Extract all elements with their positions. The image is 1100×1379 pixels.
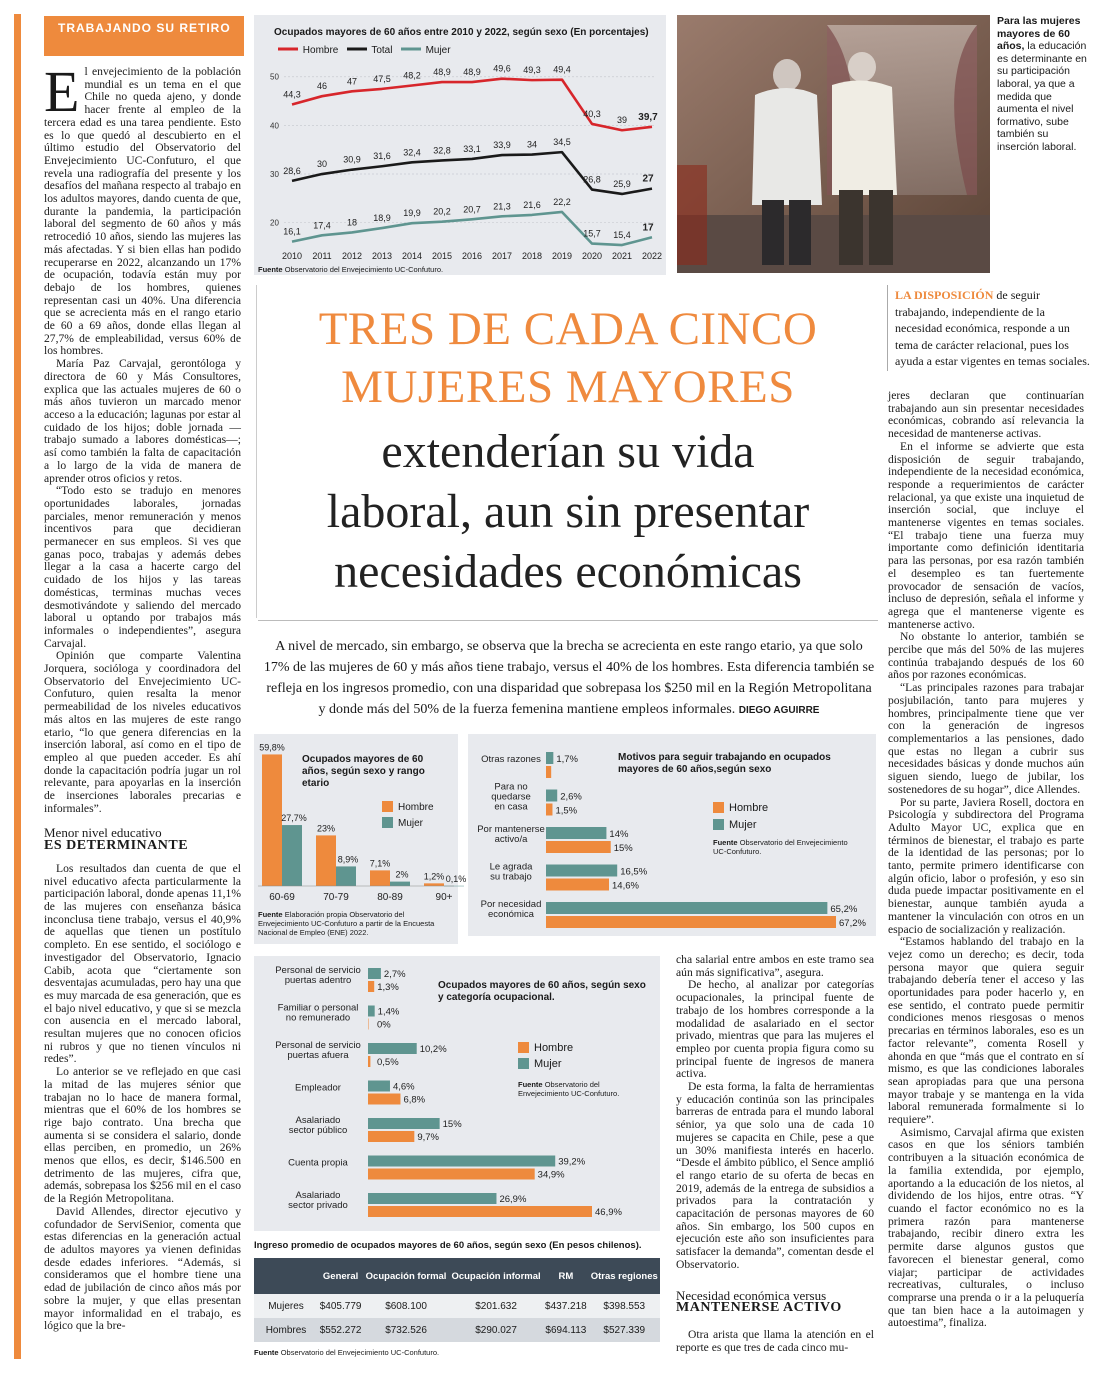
table-cell: Mujeres [254, 1294, 318, 1318]
paragraph: Otra arista que llama la atención en el reporte es que tres de cada cinco mu- [676, 1327, 874, 1354]
category-label: Empleador [295, 1082, 341, 1094]
paragraph: Por su parte, Javiera Rosell, doctora en Psicología y subdirectora del Programa Adulto Mayor UC, explica que en términos de bienestar, el trabajo es parte de la identidad de las personas; por lo tanto, permite primero identificarse con algún oficio, labor o profesión, y eso sin duda puede impactar positivamente en el bienestar, aunque también ayuda a mantener la vinculación con otros en un espacio de socialización y realización. [888, 795, 1084, 936]
x-tick-label: 2021 [611, 251, 633, 261]
data-label: 33,9 [493, 140, 511, 151]
bar-hombre [546, 766, 551, 778]
chart-title: Ocupados mayores de 60 años, según sexo y categoría ocupacional. [438, 980, 646, 1003]
income-table [254, 1258, 660, 1342]
table-header: Ocupación informal [449, 1258, 543, 1294]
table-cell: $398.553 [589, 1294, 661, 1318]
bar-mujer [336, 866, 356, 886]
paragraph: María Paz Carvajal, gerontóloga y directora de 60 y Más Consultores, explica que las actuales mujeres de 60 o más años tuvieron un marcado menor acceso a la educación; lagunas por estar al cuidado de los hijos; doble jornada —trabajo sumado a labores domésticas—; así como también la falta de capacitación a lo largo de la vida de manera de aprender otros oficios y retos. [44, 357, 241, 485]
bar-hombre [368, 1094, 400, 1105]
x-tick-label: 2014 [401, 251, 423, 261]
bar-hombre [368, 1056, 370, 1067]
table-cell: $405.779 [318, 1294, 363, 1318]
lead-paragraph: A nivel de mercado, sin embargo, se observa que la brecha se acrecienta en este rango etario, ya que solo 17% de las mujeres de 60 y más años tiene trabajo, versus el 40% de los hombres. Esta diferencia también se refleja en los ingresos promedio, con una disparidad que sobrepasa los $250 mil en la Región Metropolitana y donde más del 50% de la fuerza femenina mantiene empleos informales. DIEGO AGUIRRE [263, 639, 875, 717]
category-label: Cuenta propia [288, 1157, 348, 1169]
data-label: 48,2 [403, 70, 421, 81]
table-cell: Hombres [254, 1318, 318, 1342]
data-label: 18 [346, 217, 358, 228]
legend-item: Mujer [382, 816, 434, 832]
legend-item: Hombre [713, 800, 768, 817]
bar-mujer [390, 882, 410, 886]
data-label: 28,6 [283, 165, 301, 176]
data-label: 15,7 [583, 228, 601, 239]
data-label: 65,2% [830, 904, 858, 915]
data-label: 1,7% [556, 754, 578, 765]
legend-item: Total [371, 45, 393, 56]
occupation-bar-plot [254, 956, 660, 1231]
paragraph: El envejecimiento de la población mundial es un tema en el que Chile no queda ajeno, y donde hacer frente al empleo de la tercera edad es una tarea pendiente. Esto es lo que quedó al descubierto en el último estudio del Observatorio del Envejecimiento UC-Confuturo, el que revela una radiografía del presente y los desafíos del mañana respecto al trabajo en los adultos mayores, dando cuenta de que, durante la pandemia, la participación laboral del segmento de 60 años y más retrocedió 10 años, siendo las mujeres las más afectadas. Y si bien ellas han podido recuperarse en 2022, alcanzando un 17% de ocupación, todavía están muy por debajo de los hombres, quienes representan casi un 40%. Una diferencia que se acrecienta más en el rango etario de 60 a 69 años, donde ellas llegan al 27,7% de empleabilidad, versus 60% de los hombres. [44, 59, 241, 358]
x-tick-label: 70-79 [323, 892, 349, 903]
bar-hombre [424, 883, 444, 886]
paragraph: “Todo esto se tradujo en menores oportunidades laborales, jornadas parciales, menor remuneración y menos incentivos para que decidieran permanecer en sus empleos. Si ves que ganas poco, trabajas y además debes llegar a la casa a hacerte cargo del cuidado de los hijos y las tareas domésticas, terminas muchas veces desmotivándote y saliendo del mercado laboral u optando por trabajos más informales o independientes”, asegura Carvajal. [44, 484, 241, 650]
chart-title: Motivos para seguir trabajando en ocupados mayores de 60 años,según sexo [618, 752, 831, 775]
data-label: 32,8 [433, 145, 451, 156]
category-label: Otras razones [481, 754, 541, 765]
data-label: 32,4 [403, 147, 421, 158]
bar-hombre [316, 835, 336, 886]
table-header: General [318, 1258, 363, 1294]
data-label: 34 [526, 139, 538, 150]
table-cell: $527.339 [589, 1318, 661, 1342]
table-title: Ingreso promedio de ocupados mayores de 60 años, según sexo (En pesos chilenos). [254, 1240, 642, 1251]
bar-mujer [368, 1156, 555, 1167]
x-tick-label: 90+ [435, 892, 453, 903]
bar-hombre [368, 1169, 535, 1180]
category-label: Por mantenerse [477, 824, 545, 835]
photo-caption: Para las mujeres mayores de 60 años, la educación es determinante en su participación laboral, ya que a medida que aumenta el nivel formativo, sube también su inserción laboral. [997, 15, 1087, 153]
headline [258, 300, 878, 602]
bar-mujer [368, 1043, 417, 1054]
category-label: puertas afuera [287, 1050, 349, 1061]
body-column-1 [44, 59, 241, 1333]
x-tick-label: 2010 [281, 251, 303, 261]
data-label: 23% [316, 823, 336, 834]
y-tick-label: 30 [270, 170, 279, 180]
data-label: 39 [616, 115, 628, 126]
bar-hombre [546, 916, 836, 928]
pull-quote: LA DISPOSICIÓN de seguir trabajando, independiente de la necesidad económica, responde a un tema de carácter relacional, pues los ayuda a estar vigentes en temas sociales. [895, 288, 1090, 368]
bar-mujer [546, 902, 827, 914]
data-label: 34,5 [553, 137, 571, 148]
chart-source: Fuente Elaboración propia Observatorio del Envejecimiento UC-Confuturo a partir de la Encuesta Nacional de Empleo (ENE) 2022. [258, 910, 435, 937]
section-rule [14, 14, 21, 1359]
data-label: 27,7% [281, 813, 307, 824]
paragraph: En el informe se advierte que esta disposición de seguir trabajando, independiente de la necesidad económica, responde a requerimientos de carácter relacional, ya que existe una inquietud de inserción social, que incluye el mantenerse vigentes en temas sociales. “El trabajo tiene una fuerza muy importante como definición identitaria para las personas, por esa razón también el desempleo es tan fuertemente provocador de sensación de vacíos, incluso de depresión, señala el informe y agrega que el mantenerse vigente es mantenerse activo. [888, 439, 1084, 631]
data-label: 14,6% [612, 880, 639, 892]
data-label: 1,3% [377, 982, 399, 993]
category-label: su trabajo [490, 871, 532, 883]
subheading: Menor nivel educativo ES DETERMINANTE [44, 825, 189, 854]
y-tick-label: 20 [270, 218, 279, 228]
drop-cap: E [44, 59, 80, 124]
category-label: Personal de servicio [275, 1040, 361, 1051]
x-tick-label: 2012 [341, 251, 363, 261]
data-label: 26,9% [499, 1194, 527, 1205]
data-label: 30 [316, 159, 328, 170]
paragraph: No obstante lo anterior, también se percibe que más del 50% de las mujeres continúa trabajando después de los 60 años por razones económicas. [888, 630, 1084, 682]
paragraph: Lo anterior se ve reflejado en que casi la mitad de las mujeres sénior que trabajan no lo hace de manera formal, mientras que el 60% de los hombres se rige bajo contrato. Una brecha que aumenta si se considera el salario, donde ellas perciben, en promedio, un 26% menos que ellos, es decir, $146.500 en detrimento de las mujeres, cifra que, además, sobrepasa los $256 mil en el caso de la Región Metropolitana. [44, 1065, 241, 1206]
data-label: 9,7% [417, 1132, 439, 1143]
body-column-4 [888, 390, 1084, 1330]
data-label: 31,6 [373, 151, 391, 162]
paragraph: David Allendes, director ejecutivo y cofundador de ServiSenior, comenta que estas diferencias en la generación actual de adultos mayores ya vienen definidas desde edades inferiores. “Además, si consideramos que el hombre tiene una edad de jubilación de cinco años más por sobre la mujer, y que ellas presentan mayor informalidad en el trabajo, es lógico que la bre- [44, 1204, 241, 1333]
data-label: 15% [613, 843, 633, 854]
data-label: 27 [642, 173, 654, 185]
table-header [254, 1258, 318, 1294]
category-label: Le agrada [489, 861, 533, 873]
data-label: 30,9 [343, 154, 361, 165]
bar-mujer [546, 827, 606, 839]
data-label: 44,3 [283, 89, 301, 100]
data-label: 16,1 [283, 226, 301, 237]
headline-rule [256, 285, 257, 618]
data-label: 21,3 [493, 201, 511, 212]
data-label: 20,2 [433, 206, 451, 217]
data-label: 14% [609, 829, 629, 840]
bar-mujer [282, 825, 302, 886]
data-label: 1,2% [423, 871, 445, 882]
legend-item: Hombre [302, 45, 339, 56]
bar-mujer [546, 790, 557, 802]
data-label: 46 [316, 81, 328, 92]
headline-line: necesidades económicas [334, 545, 802, 598]
data-label: 2,7% [383, 969, 406, 980]
subheading: Necesidad económica versus MANTENERSE ACTIVO [676, 1287, 842, 1316]
data-label: 40,3 [583, 108, 601, 119]
category-label: en casa [494, 801, 528, 813]
data-label: 8,9% [337, 854, 359, 865]
line-chart-plot [254, 15, 666, 275]
legend-item: Mujer [518, 1056, 573, 1072]
chart-source: Fuente Observatorio del Envejecimiento UC-Confuturo. [713, 838, 848, 856]
bar-mujer [368, 968, 381, 979]
data-label: 48,9 [433, 67, 451, 78]
category-label: Asalariado [295, 1190, 341, 1201]
headline-line: laboral, aun sin presentar [326, 485, 810, 538]
bar-hombre [546, 804, 552, 816]
data-label: 16,5% [620, 866, 648, 878]
x-tick-label: 2016 [461, 251, 483, 261]
line-chart [254, 15, 666, 275]
table-cell: $201.632 [449, 1294, 543, 1318]
bar-hombre [546, 879, 609, 891]
table-header-row [254, 1258, 660, 1294]
chart-title: Ocupados mayores de 60 años, según sexo y rango etario [302, 754, 425, 789]
data-label: 47,5 [373, 73, 391, 84]
x-tick-label: 2017 [491, 251, 513, 261]
table-cell: $694.113 [543, 1318, 588, 1342]
paragraph: cha salarial entre ambos en este tramo sea aún más significativa”, asegura. [676, 953, 874, 979]
data-label: 2,6% [560, 791, 582, 803]
paragraph: “Estamos hablando del trabajo en la vejez como un derecho; es decir, toda persona mayor que quiera seguir trabajando debería tener el acceso y las oportunidades para poder hacerlo y, en ese sentido, el contrato puede permitir condiciones menos riesgosas o menos precarias en términos laborales, eso es un factor relevante”, comenta Rosell y ahonda en que “más que el contrato en sí mismo, es que las condiciones laborales sean apropiadas para que una persona mayor trabaje y se mantenga en la vida laboral remunerada formalmente si lo requiere”. [888, 935, 1084, 1127]
data-label: 47 [346, 76, 358, 87]
chart-source: Fuente Observatorio del Envejecimiento UC-Confuturo. [518, 1080, 620, 1098]
data-label: 7,1% [369, 858, 391, 869]
category-label: Personal de servicio [275, 965, 361, 976]
bar-hombre [368, 981, 374, 992]
data-label: 33,1 [463, 143, 481, 154]
table-source: Fuente Observatorio del Envejecimiento UC-Confuturo. [254, 1348, 440, 1357]
data-label: 10,2% [419, 1044, 447, 1055]
headline-line: MUJERES MAYORES [341, 361, 795, 413]
data-label: 2% [395, 869, 409, 880]
data-label: 49,6 [493, 63, 511, 74]
table-cell: $552.272 [318, 1318, 363, 1342]
table-row [254, 1294, 660, 1318]
data-label: 0% [377, 1019, 391, 1031]
category-label: puertas adentro [284, 975, 352, 986]
x-tick-label: 2011 [312, 251, 332, 261]
photo-elderly-couple [677, 15, 990, 273]
table-cell: $608.100 [363, 1294, 449, 1318]
data-label: 39,7 [638, 111, 658, 123]
body-column-3 [676, 954, 874, 1354]
data-label: 6,8% [403, 1094, 426, 1106]
series-line-hombre [292, 79, 652, 131]
legend-item: Mujer [713, 817, 768, 834]
x-tick-label: 2022 [641, 251, 663, 261]
table-header: Otras regiones [589, 1258, 661, 1294]
quote-rule [887, 285, 888, 371]
data-label: 0,1% [445, 873, 467, 884]
y-tick-label: 50 [270, 72, 279, 82]
legend-item: Mujer [425, 45, 451, 56]
category-label: sector público [288, 1125, 348, 1136]
bar-hombre [262, 754, 282, 886]
category-label: Por necesidad [480, 899, 542, 910]
photo-illustration [677, 15, 990, 273]
table-header: RM [543, 1258, 588, 1294]
data-label: 49,3 [523, 65, 541, 76]
paragraph: jeres declaran que continuarían trabajando aun sin presentar necesidades económicas, cobrando así relevancia la necesidad de mantenerse activas. [888, 389, 1084, 441]
category-label: Asalariado [295, 1115, 341, 1126]
data-label: 26,8 [583, 174, 601, 185]
bar-mujer [368, 1006, 375, 1017]
bar-hombre [546, 841, 611, 853]
x-tick-label: 2013 [371, 251, 393, 261]
data-label: 25,9 [613, 178, 631, 189]
income-table-block [254, 1240, 660, 1357]
legend-item: Hombre [382, 800, 434, 816]
data-label: 46,9% [595, 1207, 622, 1218]
data-label: 39,2% [558, 1156, 586, 1168]
category-label: Para no [494, 781, 528, 793]
data-label: 34,9% [537, 1169, 565, 1181]
x-tick-label: 2015 [431, 251, 453, 261]
motives-chart [468, 734, 876, 936]
paragraph: Opinión que comparte Valentina Jorquera, socióloga y coordinadora del Observatorio del Envejecimiento UC-Confuturo, quien resalta la menor permeabilidad de los niveles educativos más altos en las mujeres de este rango etario, “lo que genera diferencias en la inserción laboral, así como en el tipo de empleo al que pueden acceder. Es ahí donde la capacitación podría jugar un rol relevante, para apoyarlas en la inserción de inserciones laborales precarias e informales”. [44, 649, 241, 815]
paragraph: De esta forma, la falta de herramientas y educación continúa son las principales barreras de entrada para el mundo laboral sénior, ya que solo una de cada 10 mujeres se capacita en Chile, pese a que un 30% manifiesta interés en hacerlo. “Desde el ámbito público, el Sence amplió el rango etario de su oferta de becas en 2019, además de la entrega de subsidios a privados para la contratación y capacitación de personas mayores de 60 años. Sin embargo, los 500 cupos en ejecución este año son insuficientes para satisfacer la demanda”, comentan desde el Observatorio. [676, 1080, 874, 1271]
chart-title: Ocupados mayores de 60 años entre 2010 y 2022, según sexo (En porcentajes) [274, 27, 649, 38]
bar-mujer [546, 865, 617, 877]
bar-mujer [368, 1118, 440, 1129]
legend-item: Hombre [518, 1040, 573, 1056]
bar-hombre [368, 1131, 414, 1142]
data-label: 1,5% [555, 805, 578, 817]
chart-source: Fuente Observatorio del Envejecimiento UC-Confuturo. [258, 265, 444, 274]
category-label: sector privado [288, 1200, 348, 1211]
data-label: 59,8% [259, 742, 285, 753]
occupation-chart [254, 956, 660, 1231]
category-label: quedarse [491, 791, 531, 803]
bar-mujer [368, 1081, 390, 1092]
paragraph: “Las principales razones para trabajar posjubilación, tanto para mujeres y hombres, principalmente tiene que ver con la generación de ingresos complementarios a las pensiones, dado que estas no llegan a cubrir sus necesidades básicas y donde muchos aún siguen siendo, luego de jubilar, los sostenedores de su hogar”, dice Allendes. [888, 681, 1084, 796]
motives-bar-plot [468, 734, 876, 936]
age-bar-chart [254, 734, 467, 944]
data-label: 4,6% [392, 1081, 415, 1093]
headline-line: TRES DE CADA CINCO [318, 303, 818, 355]
table-row [254, 1318, 660, 1342]
byline: DIEGO AGUIRRE [738, 705, 820, 716]
data-label: 0,5% [377, 1057, 399, 1068]
category-label: activo/a [494, 834, 528, 845]
data-label: 17,4 [313, 220, 331, 231]
bar-mujer [368, 1193, 496, 1204]
section-label: TRABAJANDO SU RETIRO [44, 16, 244, 56]
y-tick-label: 40 [270, 121, 279, 131]
headline-line: extenderían su vida [381, 425, 755, 478]
paragraph: Asimismo, Carvajal afirma que existen casos en que los séniors también contribuyen a la situación económica de la familia extendida, por ejemplo, aportando a la educación de los nietos, al dividendo de los hijos, entre otras. “Y cuando el factor económico no es la primera razón para mantenerse trabajando, recibir dinero extra les permite darse algunos gustos que favorecen el bienestar general, como viajar; participar de actividades recreativas, culturales, o incluso comprarse una prenda o ir a la peluquería que tan bien hace a la autoimagen y autoestima”, finaliza. [888, 1125, 1084, 1330]
data-label: 1,4% [377, 1006, 400, 1018]
data-label: 15% [442, 1119, 462, 1130]
data-label: 48,9 [463, 67, 481, 78]
data-label: 67,2% [839, 918, 866, 929]
table-header: Ocupación formal [363, 1258, 449, 1294]
data-label: 19,9 [403, 208, 421, 219]
x-tick-label: 80-89 [377, 892, 403, 903]
data-label: 21,6 [523, 199, 541, 210]
data-label: 49,4 [553, 64, 571, 75]
category-label: no remunerado [285, 1012, 351, 1024]
data-label: 22,2 [553, 196, 571, 207]
x-tick-label: 60-69 [269, 892, 295, 903]
category-label: Familiar o personal [277, 1002, 359, 1014]
table-cell: $437.218 [543, 1294, 588, 1318]
table-cell: $290.027 [449, 1318, 543, 1342]
data-label: 15,4 [613, 230, 631, 241]
table-cell: $732.526 [363, 1318, 449, 1342]
data-label: 18,9 [373, 213, 391, 224]
bar-hombre [368, 1206, 592, 1217]
category-label: económica [488, 909, 534, 920]
data-label: 20,7 [463, 204, 481, 215]
paragraph: De hecho, al analizar por categorías ocupacionales, la principal fuente de trabajo de los hombres corresponde a la modalidad de asalariado en el sector privado, mientras que para las mujeres el empleo por cuenta propia figura como su principal fuente de ingresos de manera activa. [676, 978, 874, 1081]
x-tick-label: 2019 [551, 251, 573, 261]
bar-mujer [546, 752, 553, 764]
x-tick-label: 2018 [521, 251, 543, 261]
headline-divider [258, 620, 878, 621]
bar-hombre [368, 1019, 369, 1030]
x-tick-label: 2020 [581, 251, 603, 261]
data-label: 17 [642, 222, 654, 234]
bar-hombre [370, 870, 390, 886]
paragraph: Los resultados dan cuenta de que el nivel educativo afecta particularmente la participación laboral, donde apenas 11,1% de las mujeres con enseñanza básica inconclusa tiene trabajo, versus el 40,9% de aquellas que tienen un postítulo completo. En ese sentido, el sociólogo e investigador del Observatorio, Ignacio Cabib, acota que “ciertamente son desventajas acumuladas, pero hay una que es muy marcada de esa generación, que es el bajo nivel educativo, y que si se mezcla con ausencia en el mercado laboral, resultan mujeres que no conocen oficios ni rubros y que no tienen vínculos ni redes”. [44, 861, 241, 1066]
